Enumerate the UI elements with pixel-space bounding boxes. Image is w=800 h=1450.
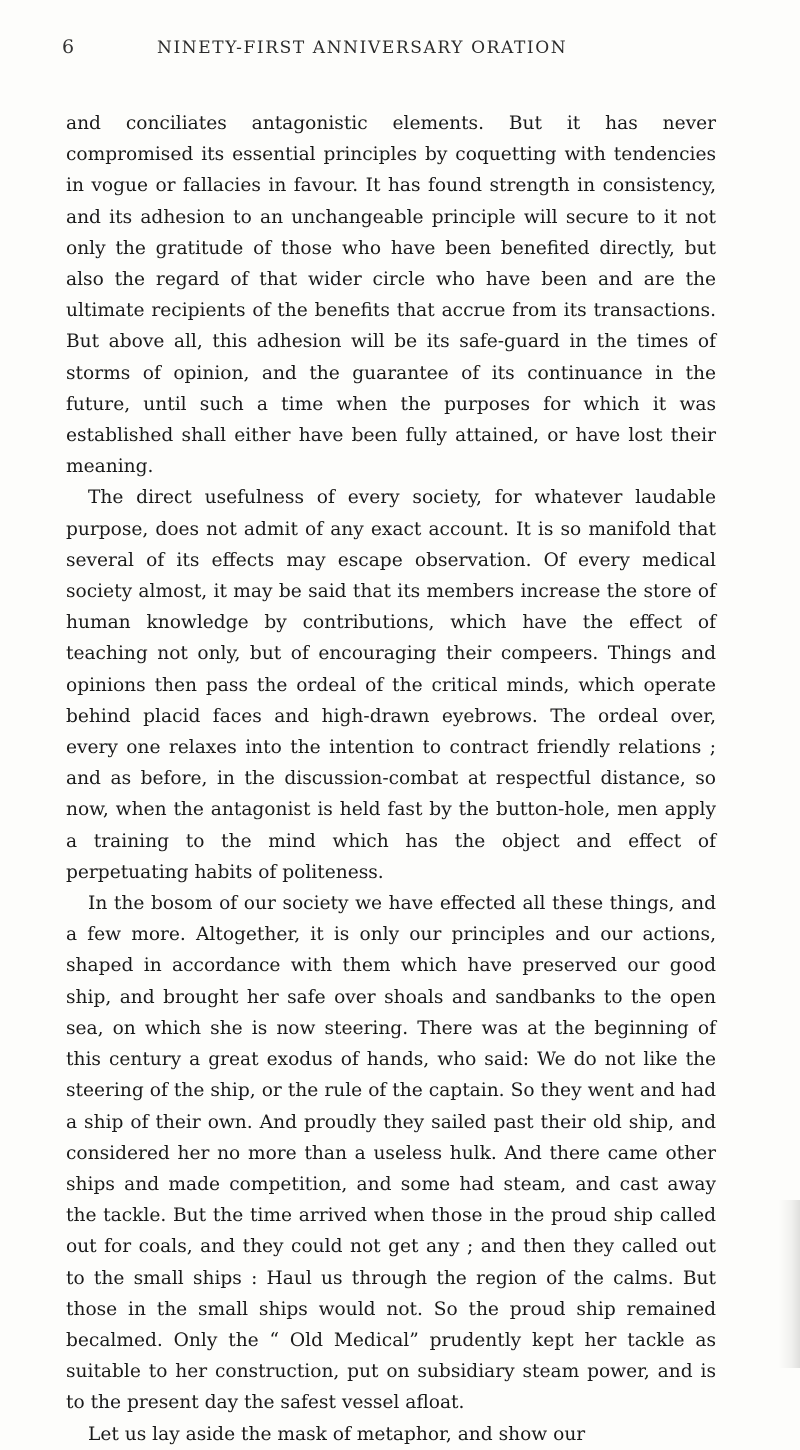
running-title: NINETY-FIRST ANNIVERSARY ORATION — [157, 38, 568, 58]
paragraph: In the bosom of our society we have effected all these things, and a few more. Altogether, it is only our principles and our actions, shaped in accordance with them which have preserved our good ship, and brought her safe over shoals and sandbanks to the open sea, on which she is now steering. There was at the beginning of this century a great exodus of hands, who said: We do not like the steering of the ship, or the rule of the captain. So they went and had a ship of their own. And proudly they sailed past their old ship, and considered her no more than a useless hulk. And there came other ships and made competition, and some had steam, and cast away the tackle. But the time arrived when those in the proud ship called out for coals, and they could not get any ; and then they called out to the small ships : Haul us through the region of the calms. But those in the small ships would not. So the proud ship remained becalmed. Only the “ Old Medical” prudently kept her tackle as suitable to her construction, put on subsidiary steam power, and is to the present day the safest vessel afloat. — [66, 893, 716, 1414]
body-text — [66, 108, 716, 1450]
paragraph: The direct usefulness of every society, for whatever laudable purpose, does not admit of any exact account. It is so manifold that several of its effects may escape observation. Of every medical society almost, it may be said that its members increase the store of human knowledge by contributions, which have the effect of teaching not only, but of encouraging their compeers. Things and opinions then pass the ordeal of the critical minds, which operate behind placid faces and high-drawn eyebrows. The ordeal over, every one relaxes into the intention to contract friendly relations ; and as before, in the discussion-combat at respectful distance, so now, when the antagonist is held fast by the button-hole, men apply a training to the mind which has the object and effect of perpetuating habits of politeness. — [66, 487, 716, 883]
page-edge-shadow — [778, 1200, 800, 1368]
paragraph: and conciliates antagonistic elements. But it has never compromised its essential principles by coquetting with tendencies in vogue or fallacies in favour. It has found strength in consistency, and its adhesion to an unchangeable principle will secure to it not only the gratitude of those who have been benefited directly, but also the regard of that wider circle who have been and are the ultimate recipients of the benefits that accrue from its transactions. But above all, this adhesion will be its safe-guard in the times of storms of opinion, and the guarantee of its continuance in the future, until such a time when the purposes for which it was established shall either have been fully attained, or have lost their meaning. — [66, 113, 716, 478]
running-head — [62, 36, 722, 64]
paragraph: Let us lay aside the mask of metaphor, and show our — [88, 1423, 586, 1445]
page-number: 6 — [62, 36, 75, 58]
